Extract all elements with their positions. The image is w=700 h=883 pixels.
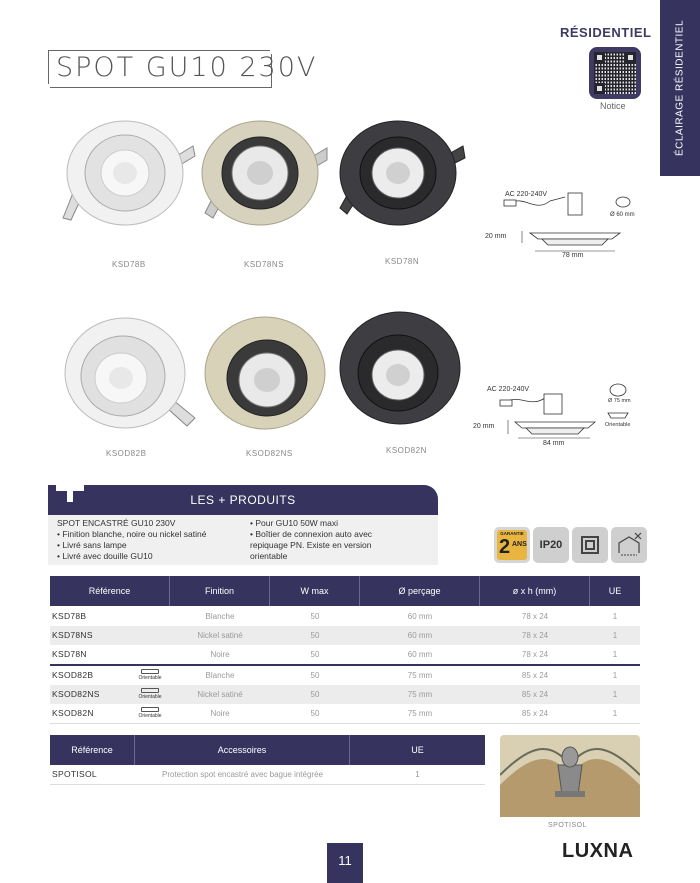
ip-rating: IP20 bbox=[539, 539, 563, 551]
cell-ref: SPOTISOL bbox=[52, 769, 97, 779]
cell: 78 x 24 bbox=[521, 612, 549, 621]
features-left bbox=[57, 518, 206, 562]
category-label: RÉSIDENTIEL bbox=[560, 25, 652, 40]
product-caption: KSOD82N bbox=[386, 446, 427, 455]
cell: Nickel satiné bbox=[197, 690, 243, 699]
warranty-years: 2 bbox=[499, 536, 511, 558]
cell: Blanche bbox=[205, 612, 235, 621]
feature-line: repiquage PN. Existe en version bbox=[250, 540, 372, 550]
warranty-unit: ANS bbox=[512, 541, 527, 548]
class2-icon bbox=[572, 527, 608, 563]
cell: 50 bbox=[310, 709, 320, 718]
feature-line: • Finition blanche, noire ou nickel satiné bbox=[57, 529, 207, 539]
cell: 78 x 24 bbox=[521, 631, 549, 640]
orientable-note: Orientable bbox=[138, 713, 162, 719]
cell: 85 x 24 bbox=[521, 690, 549, 699]
col-dimensions: ø x h (mm) bbox=[480, 576, 590, 606]
col-reference: Référence bbox=[50, 735, 135, 765]
cell-ref: KSD78N bbox=[52, 649, 87, 659]
cell: 1 bbox=[612, 612, 618, 621]
cell: 50 bbox=[310, 690, 320, 699]
features-title: LES + PRODUITS bbox=[190, 493, 296, 507]
hole-label: Ø 60 mm bbox=[610, 212, 635, 218]
table-row bbox=[50, 666, 640, 685]
cell: Blanche bbox=[205, 671, 235, 680]
orientable-note: Orientable bbox=[138, 675, 162, 681]
cell-ref: KSOD82N bbox=[52, 708, 94, 718]
product-caption: KSOD82NS bbox=[246, 449, 293, 458]
feature-line: SPOT ENCASTRÉ GU10 230V bbox=[57, 518, 176, 528]
cell: 1 bbox=[612, 709, 618, 718]
width-label: 78 mm bbox=[562, 252, 584, 259]
page-number: 11 bbox=[327, 843, 363, 883]
product-image-ksd78ns bbox=[202, 121, 327, 225]
product-image-ksd78n bbox=[340, 121, 465, 225]
cell: 75 mm bbox=[407, 709, 433, 718]
plus-icon bbox=[56, 474, 84, 502]
feature-line: • Livré avec douille GU10 bbox=[57, 551, 153, 561]
col-ue: UE bbox=[608, 586, 622, 596]
cell: 60 mm bbox=[407, 612, 433, 621]
table-row bbox=[50, 685, 640, 704]
cell: 75 mm bbox=[407, 690, 433, 699]
cell: 60 mm bbox=[407, 631, 433, 640]
product-image-ksod82ns bbox=[205, 317, 325, 429]
row-divider bbox=[50, 723, 640, 724]
product-caption: KSD78N bbox=[385, 257, 420, 266]
col-accessories: Accessoires bbox=[135, 735, 350, 765]
cell: 1 bbox=[612, 690, 618, 699]
cell-ref: KSD78NS bbox=[52, 630, 93, 640]
accessory-image-spotisol bbox=[500, 735, 640, 817]
orientable-icon bbox=[137, 669, 163, 681]
product-caption: KSD78B bbox=[112, 260, 146, 269]
voltage-label: AC 220-240V bbox=[487, 386, 530, 393]
accessory-caption: SPOTISOL bbox=[548, 822, 588, 829]
cell: 1 bbox=[612, 650, 618, 659]
accessory-table-header bbox=[50, 735, 485, 765]
product-photos-row1 bbox=[55, 118, 475, 233]
width-label: 84 mm bbox=[543, 440, 565, 447]
orientable-label: Orientable bbox=[605, 422, 631, 428]
cell: 78 x 24 bbox=[521, 650, 549, 659]
cell: 85 x 24 bbox=[521, 709, 549, 718]
qr-pattern bbox=[594, 52, 636, 94]
warranty-label: GARANTIE bbox=[500, 531, 524, 536]
cell-ref: KSD78B bbox=[52, 611, 87, 621]
table-header bbox=[50, 576, 640, 606]
cell: Nickel satiné bbox=[197, 631, 243, 640]
table-row bbox=[50, 607, 640, 626]
warranty-badge bbox=[494, 527, 530, 563]
cell: 50 bbox=[310, 631, 320, 640]
cell: 75 mm bbox=[407, 671, 433, 680]
feature-line: orientable bbox=[250, 551, 288, 561]
table-row bbox=[50, 704, 640, 723]
cell: 50 bbox=[310, 671, 320, 680]
product-image-ksod82n bbox=[340, 312, 460, 424]
col-ue: UE bbox=[411, 745, 424, 755]
table-row bbox=[50, 626, 640, 645]
product-caption: KSOD82B bbox=[106, 449, 147, 458]
orientable-note: Orientable bbox=[138, 694, 162, 700]
product-photos-row2 bbox=[55, 308, 475, 438]
dimension-diagram-1 bbox=[480, 185, 640, 265]
feature-line: • Livré sans lampe bbox=[57, 540, 127, 550]
cell: 50 bbox=[310, 650, 320, 659]
cell: Noire bbox=[210, 650, 230, 659]
features-right bbox=[250, 518, 372, 562]
cell: 85 x 24 bbox=[521, 671, 549, 680]
vertical-tab-label: ÉCLAIRAGE RÉSIDENTIEL bbox=[674, 19, 686, 157]
feature-line: • Pour GU10 50W maxi bbox=[250, 518, 339, 528]
cell: Noire bbox=[210, 709, 230, 718]
row-divider bbox=[50, 784, 485, 785]
height-label: 20 mm bbox=[485, 233, 507, 240]
table-row bbox=[50, 645, 640, 664]
product-image-ksd78b bbox=[63, 121, 195, 225]
orientable-icon bbox=[137, 688, 163, 700]
orientable-icon bbox=[137, 707, 163, 719]
voltage-label: AC 220-240V bbox=[505, 191, 548, 198]
cell: 1 bbox=[415, 770, 420, 779]
page-title: SPOT GU10 230V bbox=[56, 52, 318, 83]
col-finish: Finition bbox=[170, 576, 270, 606]
cell: 1 bbox=[612, 671, 618, 680]
feature-line: • Boîtier de connexion auto avec bbox=[250, 529, 373, 539]
cell: Protection spot encastré avec bague intégrée bbox=[162, 770, 323, 779]
col-wmax: W max bbox=[270, 576, 360, 606]
product-caption: KSD78NS bbox=[244, 260, 284, 269]
cell: 50 bbox=[310, 612, 320, 621]
cell: 60 mm bbox=[407, 650, 433, 659]
cell-ref: KSOD82B bbox=[52, 670, 94, 680]
qr-code[interactable] bbox=[589, 47, 641, 99]
cell-ref: KSOD82NS bbox=[52, 689, 100, 699]
col-reference: Référence bbox=[50, 576, 170, 606]
col-drilling: Ø perçage bbox=[360, 576, 480, 606]
product-image-ksod82b bbox=[65, 318, 195, 428]
ip-badge bbox=[533, 527, 569, 563]
height-label: 20 mm bbox=[473, 423, 495, 430]
table-row bbox=[50, 765, 485, 784]
brand-logo: LUXNA bbox=[562, 840, 634, 862]
qr-caption: Notice bbox=[600, 101, 626, 111]
hole-label: Ø 75 mm bbox=[608, 398, 631, 404]
cell: 1 bbox=[612, 631, 618, 640]
no-insulation-icon bbox=[611, 527, 647, 563]
